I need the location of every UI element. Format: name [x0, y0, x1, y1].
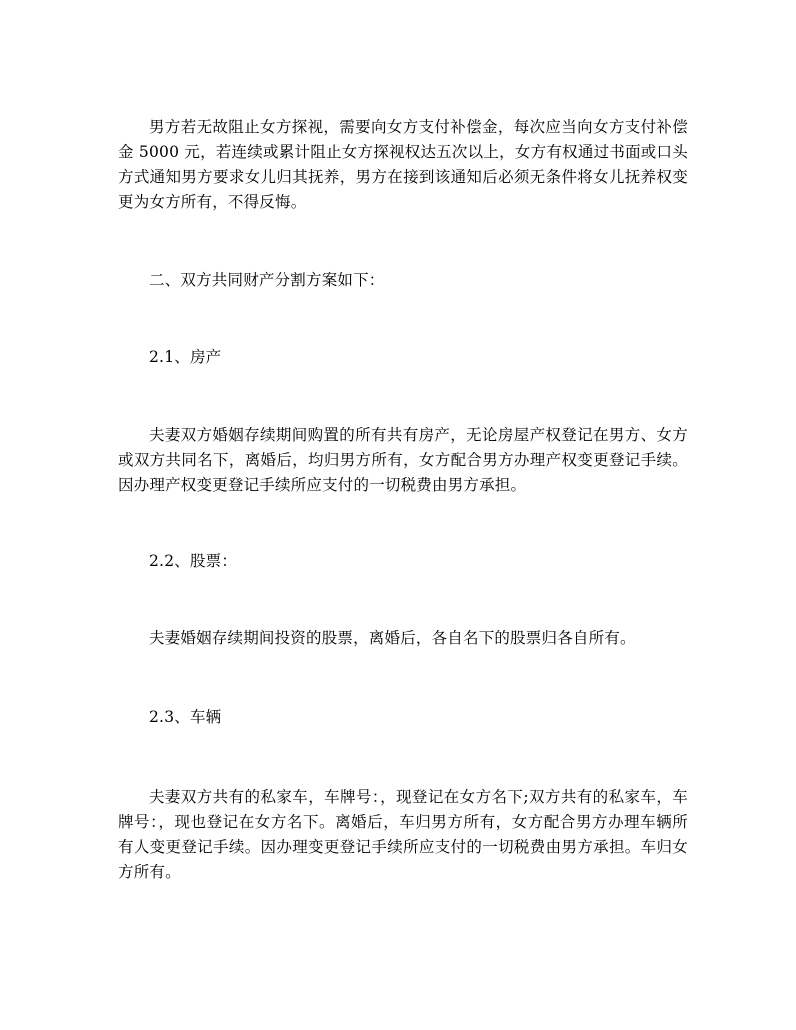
section-heading-property-division: 二、双方共同财产分割方案如下： [149, 271, 385, 289]
subheading-vehicle: 2.3、车辆 [149, 708, 222, 726]
subheading-stock: 2.2、股票： [149, 552, 238, 570]
paragraph-vehicle: 夫妻双方共有的私家车，车牌号：，现登记在女方名下;双方共有的私家车，车牌号：，现也登记在女方名下。离婚后，车归男方所有，女方配合男方办理车辆所有人变更登记手续。因办理变更登记手续所应支付的一切税费由男方承担。车归女方所有。 [118, 788, 688, 881]
subheading-house: 2.1、房产 [149, 348, 222, 366]
paragraph-visitation-compensation: 男方若无故阻止女方探视，需要向女方支付补偿金，每次应当向女方支付补偿金 5000 元，若连续或累计阻止女方探视权达五次以上，女方有权通过书面或口头方式通知男方要求女儿归其抚养，男方在接到该通知后必须无条件将女儿抚养权变更为女方所有，不得反悔。 [118, 118, 688, 211]
paragraph-stock: 夫妻婚姻存续期间投资的股票，离婚后，各自名下的股票归各自所有。 [149, 629, 636, 647]
paragraph-house: 夫妻双方婚姻存续期间购置的所有共有房产，无论房屋产权登记在男方、女方或双方共同名下，离婚后，均归男方所有，女方配合男方办理产权变更登记手续。因办理产权变更登记手续所应支付的一切税费由男方承担。 [118, 426, 688, 494]
